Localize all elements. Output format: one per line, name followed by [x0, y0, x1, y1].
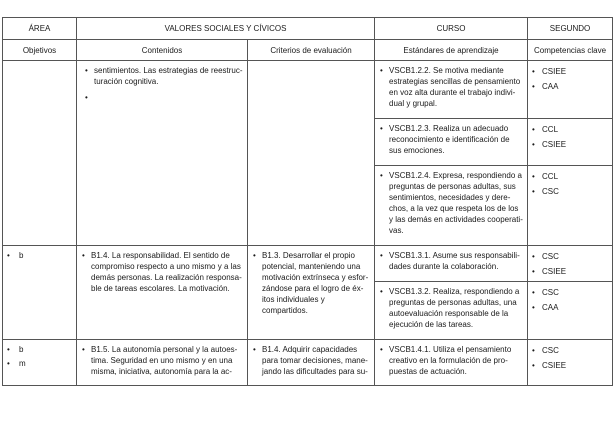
curriculum-table-page	[2, 17, 612, 386]
column-header-row	[3, 40, 613, 61]
competencia-item: • CCL	[528, 169, 612, 184]
competencias-cell	[528, 282, 613, 340]
estandar-cell	[375, 340, 528, 386]
competencia-item: • CAA	[528, 300, 612, 315]
competencia-item: • CCL	[528, 122, 612, 137]
header-area: ÁREA	[3, 18, 77, 40]
objetivos-cell	[3, 61, 77, 246]
estandar-text: • VSCB1.2.4. Expresa, respondiendo a preguntas de personas adultas, sus sentimientos, necesidades y dere-chos, a la vez que respeta los de los y las demás en actividades cooperati-vas.	[375, 166, 527, 245]
competencias-cell	[528, 61, 613, 119]
bullet-icon: •	[85, 93, 88, 102]
table-row	[3, 61, 613, 119]
competencia-item: • CSIEE	[528, 358, 612, 373]
contenidos-text: • sentimientos. Las estrategias de reestruc-turación cognitiva.	[94, 66, 243, 86]
objetivos-cell	[3, 340, 77, 386]
estandar-text: • VSCB1.3.2. Realiza, respondiendo a preguntas de personas adultas, una autoevaluación responsable de la ejecución de las tareas.	[375, 282, 527, 339]
table-row	[3, 246, 613, 282]
objetivos-cell	[3, 246, 77, 340]
header-row	[3, 18, 613, 40]
criterios-text: • B1.3. Desarrollar el propio potencial, manteniendo una motivación extrínseca y esfor-zándose para el logro de éx-itos individuales y compartidos.	[248, 246, 374, 319]
criterios-cell	[248, 246, 375, 340]
contenidos-cell	[77, 61, 248, 246]
contenidos-cell	[77, 340, 248, 386]
col-estandares: Estándares de aprendizaje	[375, 40, 528, 61]
estandar-text: • VSCB1.2.2. Se motiva mediante estrategias sencillas de pensamiento en voz alta durante el trabajo indivi-dual y grupal.	[375, 61, 527, 118]
estandar-cell	[375, 61, 528, 119]
estandar-cell	[375, 119, 528, 166]
col-contenidos: Contenidos	[77, 40, 248, 61]
col-objetivos: Objetivos	[3, 40, 77, 61]
objetivo-item: • b	[3, 249, 76, 263]
col-competencias: Competencias clave	[528, 40, 613, 61]
criterios-cell	[248, 340, 375, 386]
header-valores: VALORES SOCIALES Y CÍVICOS	[77, 18, 375, 40]
estandar-text: • VSCB1.3.1. Asume sus responsabili-dades durante la colaboración.	[375, 246, 527, 281]
contenidos-cell	[77, 246, 248, 340]
col-criterios: Criterios de evaluación	[248, 40, 375, 61]
competencia-item: • CSC	[528, 249, 612, 264]
contenidos-text: • B1.5. La autonomía personal y la autoes-tima. Seguridad en uno mismo y en una misma, iniciativa, autonomía para la ac-	[77, 340, 247, 380]
competencia-item: • CSC	[528, 343, 612, 358]
curriculum-table	[2, 17, 613, 386]
header-curso: CURSO	[375, 18, 528, 40]
competencia-item: • CSC	[528, 184, 612, 199]
competencia-item: • CSC	[528, 285, 612, 300]
estandar-cell	[375, 282, 528, 340]
contenidos-text: • B1.4. La responsabilidad. El sentido de compromiso respecto a uno mismo y a las demás personas. La realización responsa-ble de tareas escolares. La motivación.	[77, 246, 247, 297]
estandar-text: • VSCB1.2.3. Realiza un adecuado reconocimiento e identificación de sus emociones.	[375, 119, 527, 165]
table-row	[3, 340, 613, 386]
estandar-cell	[375, 166, 528, 246]
header-segundo: SEGUNDO	[528, 18, 613, 40]
estandar-text: • VSCB1.4.1. Utiliza el pensamiento creativo en la formulación de pro-puestas de actuación.	[375, 340, 527, 385]
competencia-item: • CSIEE	[528, 64, 612, 79]
competencia-item: • CSIEE	[528, 137, 612, 152]
competencias-cell	[528, 119, 613, 166]
estandar-cell	[375, 246, 528, 282]
criterios-text: • B1.4. Adquirir capacidades para tomar decisiones, mane-jando las dificultades para su-	[248, 340, 374, 380]
criterios-cell	[248, 61, 375, 246]
competencia-item: • CAA	[528, 79, 612, 94]
competencia-item: • CSIEE	[528, 264, 612, 279]
competencias-cell	[528, 340, 613, 386]
competencias-cell	[528, 166, 613, 246]
objetivo-item: • m	[3, 357, 76, 371]
objetivo-item: • b	[3, 343, 76, 357]
competencias-cell	[528, 246, 613, 282]
